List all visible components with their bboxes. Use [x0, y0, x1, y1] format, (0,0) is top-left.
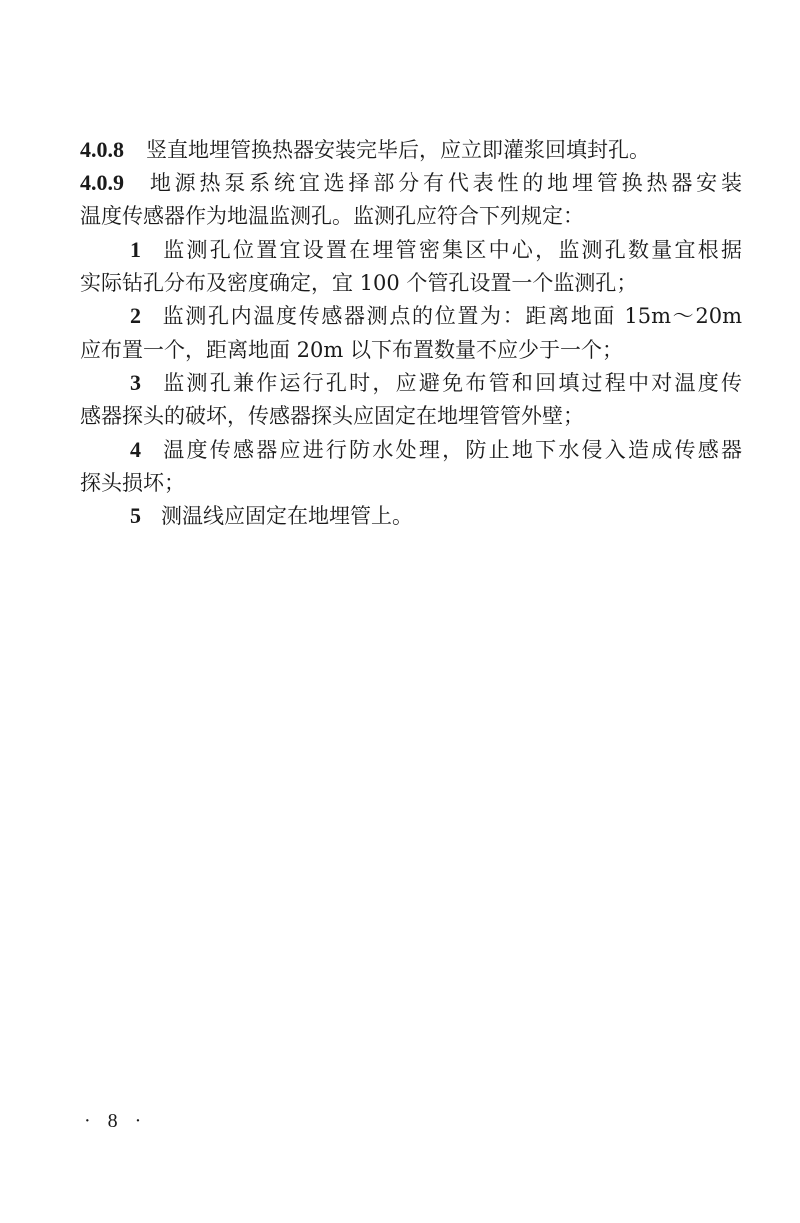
- item-line: [130, 501, 742, 531]
- item-number: 2: [130, 303, 141, 328]
- item-line: [130, 435, 742, 465]
- clause-number: 4.0.9: [80, 170, 124, 195]
- item-line: [130, 301, 742, 331]
- clause-line: [80, 135, 742, 165]
- item-text: 监测孔位置宜设置在埋管密集区中心，监测孔数量宜根据: [161, 238, 742, 262]
- item-text: 温度传感器应进行防水处理，防止地下水侵入造成传感器: [161, 438, 742, 462]
- clause-line: 温度传感器作为地温监测孔。监测孔应符合下列规定：: [80, 204, 584, 228]
- page-number: · 8 ·: [84, 1110, 148, 1132]
- item-line: 感器探头的破坏，传感器探头应固定在地埋管管外壁；: [80, 404, 584, 428]
- item-text: 测温线应固定在地埋管上。: [161, 504, 413, 528]
- item-number: 4: [130, 437, 141, 462]
- item-line: 应布置一个，距离地面 20m 以下布置数量不应少于一个；: [80, 338, 623, 362]
- item-number: 1: [130, 237, 141, 262]
- item-number: 5: [130, 503, 141, 528]
- clause-text: 竖直地埋管换热器安装完毕后，应立即灌浆回填封孔。: [146, 138, 650, 162]
- clause-text: 地源热泵系统宜选择部分有代表性的地埋管换热器安装: [146, 171, 742, 195]
- item-line: [130, 235, 742, 265]
- clause-number: 4.0.8: [80, 137, 124, 162]
- clause-line: [80, 168, 742, 198]
- item-number: 3: [130, 370, 141, 395]
- item-text: 监测孔内温度传感器测点的位置为：距离地面 15m～20m: [161, 304, 742, 328]
- item-line: 实际钻孔分布及密度确定，宜 100 个管孔设置一个监测孔；: [80, 271, 638, 295]
- item-line: [130, 368, 742, 398]
- item-text: 监测孔兼作运行孔时，应避免布管和回填过程中对温度传: [161, 371, 742, 395]
- item-line: 探头损坏；: [80, 471, 185, 495]
